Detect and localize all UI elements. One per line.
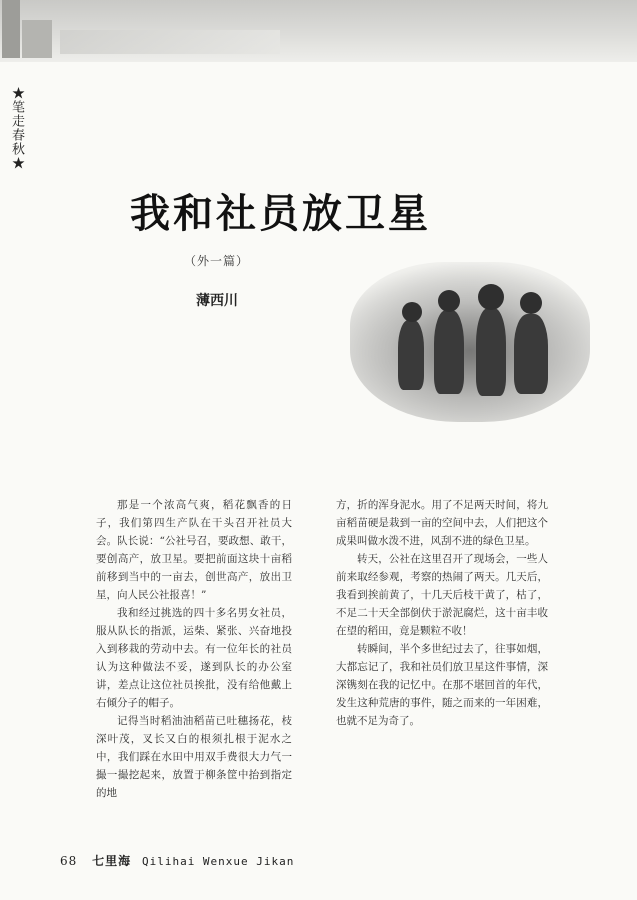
photo-child-head (438, 290, 460, 312)
body-paragraph: 转天，公社在这里召开了现场会，一些人前来取经参观，考察的热闹了两天。几天后，我看到挨前黄了，十几天后枝干黄了，枯了，不足二十天全部倒伏于淤泥腐烂，这十亩丰收在望的稻田，竟是颗粒不收！ (336, 553, 548, 637)
body-paragraph: 转瞬间，半个多世纪过去了，往事如烟，大都忘记了，我和社员们放卫星这件事情，深深镌刻在我的记忆中。在那不堪回首的年代，发生这种荒唐的事件，随之而来的一年困难，也就不足为奇了。 (336, 643, 548, 727)
body-column-left (96, 496, 292, 802)
body-column-right (336, 496, 548, 730)
magazine-name-cn: 七里海 (92, 854, 132, 868)
page-footer (60, 852, 294, 869)
photo-child-figure (434, 310, 464, 394)
body-paragraph: 我和经过挑选的四十多名男女社员，服从队长的指派，运柴、紧张、兴奋地投入到移栽的劳动中去。有一位年长的社员认为这种做法不妥，遂到队长的办公室讲，差点让这位社员挨批，没有给他戴上右倾分子的帽子。 (96, 607, 292, 709)
photo-child-head (520, 292, 542, 314)
article-subtitle: （外一篇） (184, 254, 250, 268)
photo-child-figure (398, 320, 424, 390)
body-paragraph: 记得当时稻油油稻苗已吐穗扬花，枝深叶茂，叉长又白的根须扎根于泥水之中，我们踩在水田中用双手费很大力气一撮一撮挖起来，放置于柳条筐中抬到指定的地 (96, 715, 292, 799)
photo-child-figure (514, 314, 548, 394)
header-building-shape (22, 20, 52, 58)
magazine-name-en: Qilihai Wenxue Jikan (141, 855, 295, 868)
article-author: 薄西川 (196, 293, 238, 309)
body-paragraph: 方，折的浑身泥水。用了不足两天时间，将九亩稻苗硬是栽到一亩的空间中去，人们把这个成果叫做水泼不进，风刮不进的绿色卫星。 (336, 499, 548, 547)
header-photo-band (0, 0, 637, 62)
header-haze (60, 30, 280, 54)
photo-child-head (478, 284, 504, 310)
children-photo (350, 262, 590, 422)
photo-child-figure (476, 308, 506, 396)
page-number: 68 (60, 854, 78, 868)
header-tower-shape (2, 0, 20, 58)
body-paragraph: 那是一个浓高气爽，稻花飘香的日子，我们第四生产队在干头召开社员大会。队长说：“公社号召，要政想、敢干，要创高产，放卫星。要把前面这块十亩稻前移到当中的一亩去，创世高产，放出卫星，向人民公社报喜！” (96, 499, 292, 601)
photo-child-head (402, 302, 422, 322)
article-title: 我和社员放卫星 (130, 191, 431, 237)
column-section-label: ★笔走春秋★ (9, 86, 24, 170)
